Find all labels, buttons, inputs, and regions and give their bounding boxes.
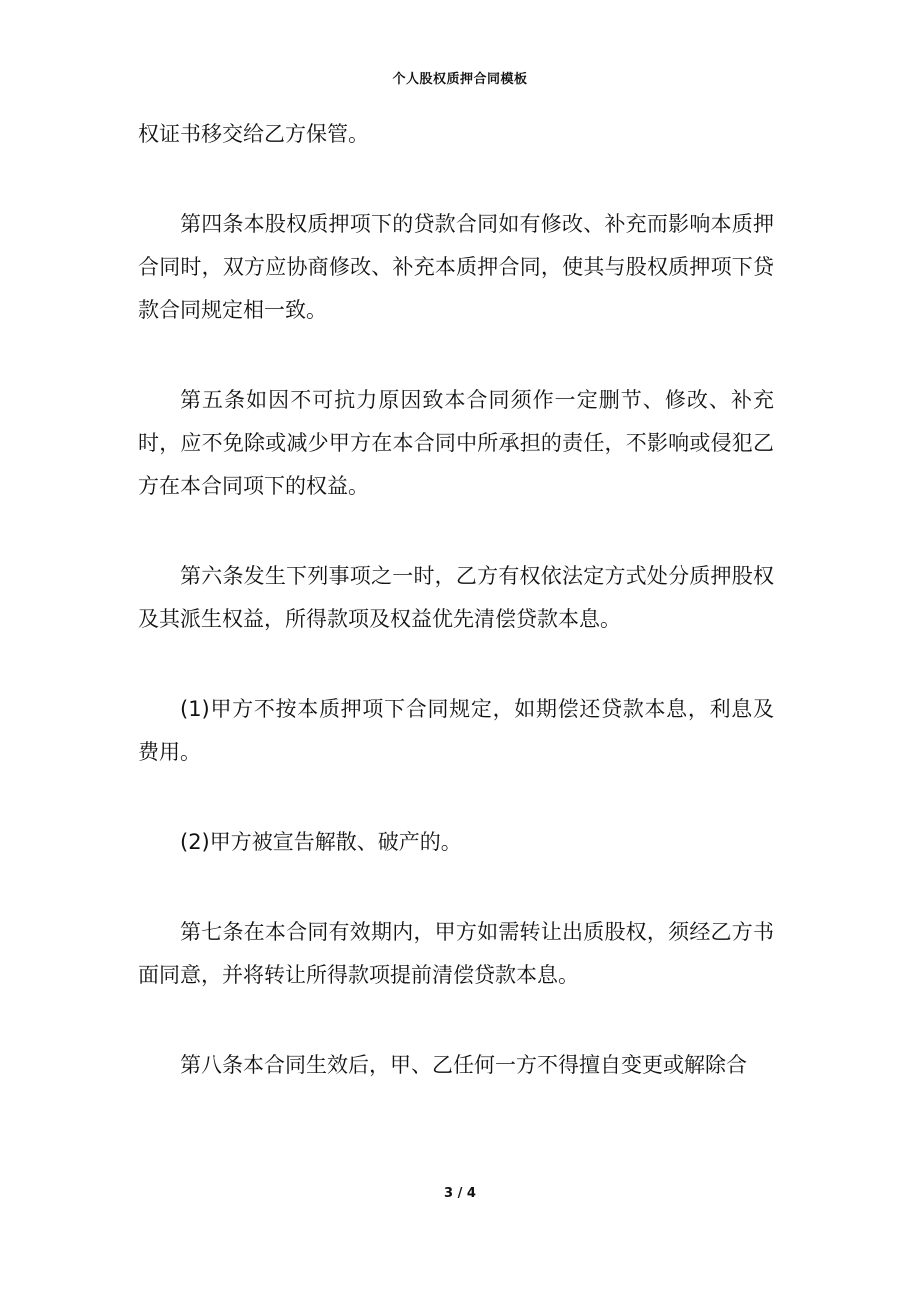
- paragraph-article-8: 第八条本合同生效后，甲、乙任何一方不得擅自变更或解除合: [180, 1053, 747, 1077]
- paragraph-continuation: 权证书移交给乙方保管。: [138, 122, 369, 146]
- paragraph-article-4: 第四条本股权质押项下的贷款合同如有修改、补充而影响本质押合同时，双方应协商修改、补充本质押合同，使其与股权质押项下贷款合同规定相一致。: [138, 212, 774, 322]
- page-header-title: 个人股权质押合同模板: [392, 72, 528, 87]
- paragraph-article-7: 第七条在本合同有效期内，甲方如需转让出质股权，须经乙方书面同意，并将转让所得款项提前清偿贷款本息。: [138, 920, 774, 987]
- document-body: [138, 113, 774, 1134]
- paragraph-item-1: (1)甲方不按本质押项下合同规定，如期偿还贷款本息，利息及费用。: [138, 697, 774, 764]
- paragraph-article-6: 第六条发生下列事项之一时，乙方有权依法定方式处分质押股权及其派生权益，所得款项及权益优先清偿贷款本息。: [138, 564, 774, 631]
- page-number: 3 / 4: [444, 1186, 476, 1201]
- paragraph-article-5: 第五条如因不可抗力原因致本合同须作一定删节、修改、补充时，应不免除或减少甲方在本合同中所承担的责任，不影响或侵犯乙方在本合同项下的权益。: [138, 388, 774, 498]
- paragraph-item-2: (2)甲方被宣告解散、破产的。: [180, 830, 462, 854]
